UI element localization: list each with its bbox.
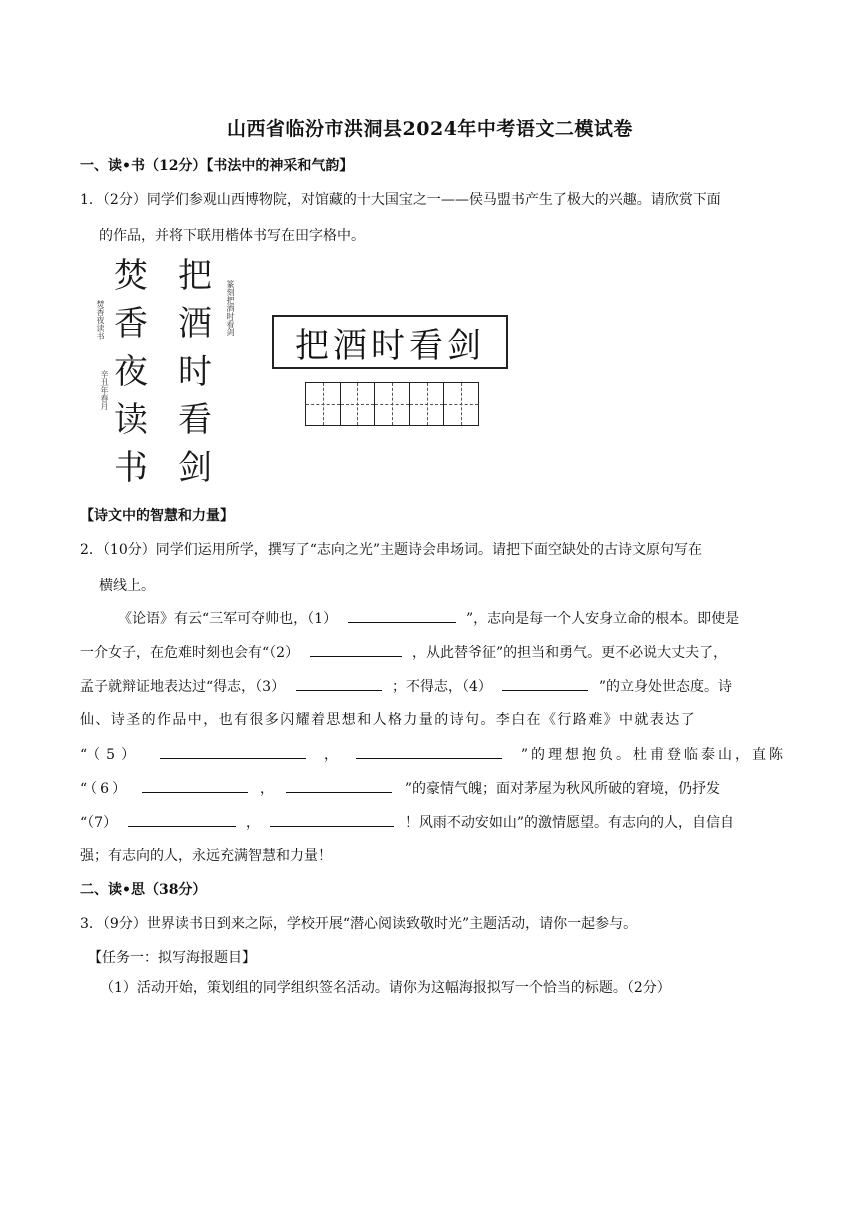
q3-sub1: （1）活动开始，策划组的同学组织签名活动。请你为这幅海报拟写一个恰当的标题。（2分） <box>100 980 671 996</box>
seal-char: 读 <box>114 400 148 440</box>
seal-char: 时 <box>178 352 212 392</box>
q2-para-line5 <box>80 744 786 765</box>
q1-line2: 的作品，并将下联用楷体书写在田字格中。 <box>99 228 365 244</box>
answer-blank-2[interactable] <box>310 642 402 657</box>
q3-task1: 【任务一：拟写海报题目】 <box>88 950 256 966</box>
tianzige-cell[interactable] <box>444 383 478 425</box>
inscription-left: 焚香夜读书 <box>96 300 105 340</box>
answer-blank-5a[interactable] <box>160 744 306 759</box>
text-fragment: ”的理想抱负。杜甫登临泰山，直陈 <box>520 747 787 763</box>
seal-char: 香 <box>114 304 148 344</box>
text-fragment: ”的豪情气魄；面对茅屋为秋风所破的窘境，仍抒发 <box>404 781 721 797</box>
answer-blank-7b[interactable] <box>270 812 394 827</box>
text-fragment: 孟子就辩证地表达过“得志，（3） <box>80 679 286 695</box>
answer-blank-3[interactable] <box>296 676 382 691</box>
answer-blank-6b[interactable] <box>286 778 392 793</box>
q2-para-line1 <box>118 608 739 629</box>
text-fragment: 《论语》有云“三军可夺帅也，（1） <box>118 611 338 627</box>
q2-line1-text: 2．（10分）同学们运用所学，撰写了“志向之光”主题诗会串场词。请把下面空缺处的古诗文原句写在 <box>80 542 703 558</box>
seal-char: 夜 <box>114 352 148 392</box>
q2-para-line7 <box>80 812 734 833</box>
seal-couplet-right <box>175 252 215 492</box>
seal-char: 书 <box>114 448 148 488</box>
text-fragment: ！风雨不动安如山”的激情愿望。有志向的人，自信自 <box>404 815 735 831</box>
answer-blank-7a[interactable] <box>128 812 236 827</box>
inscription-left-2: 辛丑年春月 <box>100 370 109 410</box>
answer-blank-1[interactable] <box>348 608 456 623</box>
section2-heading: 二、读•思（38分） <box>80 882 207 898</box>
q2-para-line4: 仙、诗圣的作品中，也有很多闪耀着思想和人格力量的诗句。李白在《行路难》中就表达了 <box>80 712 696 728</box>
text-fragment: ”的立身处世态度。诗 <box>598 679 732 695</box>
text-fragment: ， <box>245 815 260 831</box>
seal-char: 焚 <box>114 256 148 296</box>
text-fragment: ，从此替爷征”的担当和勇气。更不必说大丈夫了， <box>411 645 728 661</box>
text-fragment: “（6） <box>80 781 130 797</box>
q2-line2: 横线上。 <box>99 578 155 594</box>
tianzige-cell[interactable] <box>341 383 376 425</box>
section1-subheading: 【诗文中的智慧和力量】 <box>80 508 234 524</box>
q2-para-line6 <box>80 778 720 799</box>
text-fragment: ， <box>259 781 274 797</box>
q2-para-line2 <box>80 642 727 663</box>
kaishu-sample-box: 把酒时看剑 <box>272 315 508 369</box>
text-fragment: “（7） <box>80 815 118 831</box>
q3-line1: 3．（9分）世界读书日到来之际，学校开展“潜心阅读致敬时光”主题活动，请你一起参与。 <box>80 916 638 932</box>
section1-heading: 一、读•书（12分）【书法中的神采和气韵】 <box>80 158 354 174</box>
q1-line1: 1．（2分）同学们参观山西博物院，对馆藏的十大国宝之一——侯马盟书产生了极大的兴趣。请欣赏下面 <box>80 192 721 208</box>
text-fragment: ， <box>323 747 338 763</box>
calligraphy-figure <box>95 250 515 500</box>
text-fragment: ”，志向是每一个人安身立命的根本。即使是 <box>465 611 740 627</box>
text-fragment: “（5） <box>80 747 142 763</box>
q2-para-line8: 强；有志向的人，永远充满智慧和力量！ <box>80 848 332 864</box>
seal-char: 剑 <box>178 448 212 488</box>
tianzige-cell[interactable] <box>410 383 445 425</box>
seal-char: 把 <box>178 256 212 296</box>
tianzige-cell[interactable] <box>306 383 341 425</box>
seal-couplet-left <box>111 252 151 492</box>
q2-para-line3 <box>80 676 732 697</box>
answer-blank-5b[interactable] <box>356 744 502 759</box>
text-fragment: ；不得志，（4） <box>391 679 492 695</box>
tianzige-cell[interactable] <box>375 383 410 425</box>
tianzige-grid[interactable] <box>305 382 479 426</box>
answer-blank-6a[interactable] <box>142 778 248 793</box>
seal-char: 酒 <box>178 304 212 344</box>
page-title: 山西省临汾市洪洞县2024年中考语文二模试卷 <box>227 118 633 140</box>
inscription-right: 篆刻把酒时看剑 <box>226 280 235 336</box>
answer-blank-4[interactable] <box>502 676 588 691</box>
text-fragment: 一介女子，在危难时刻也会有“（2） <box>80 645 300 661</box>
seal-char: 看 <box>178 400 212 440</box>
